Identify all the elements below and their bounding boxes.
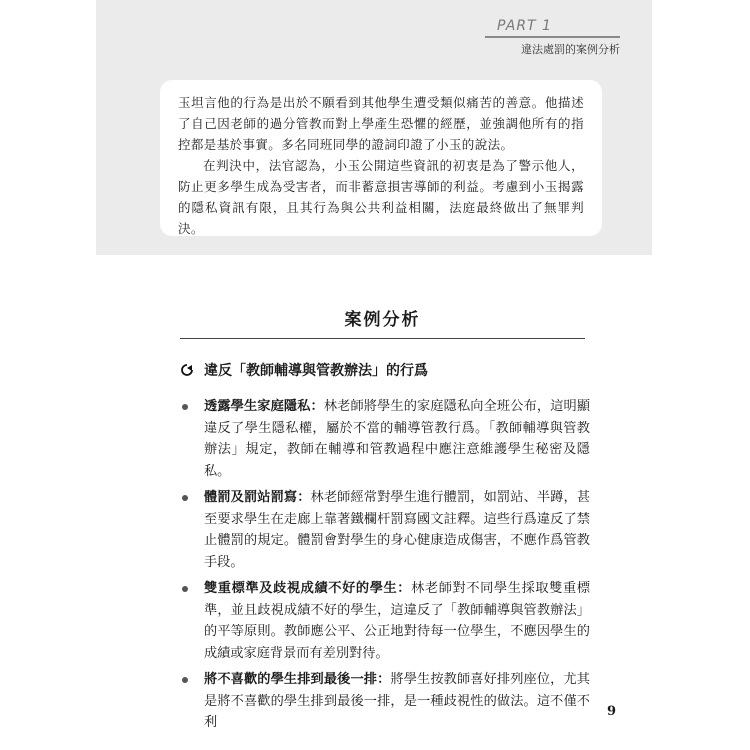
list-item-term: 將不喜歡的學生排到最後一排：: [204, 672, 391, 687]
part-divider: [485, 36, 620, 38]
subheading: [180, 360, 600, 380]
bullet-icon: [182, 404, 188, 410]
story-paragraph-2: 在判決中，法官認為，小玉公開這些資訊的初衷是為了警示他人，防止更多學生成為受害者，而非蓄意損害導師的利益。考慮到小玉揭露的隱私資訊有限，且其行為與公共利益相關，法庭最終做出了無罪判決。: [178, 158, 584, 236]
page-number: 9: [607, 704, 617, 719]
list-item: [180, 396, 590, 482]
section-header: [180, 305, 585, 339]
story-box: [160, 80, 602, 236]
list-item-term: 透露學生家庭隱私：: [204, 399, 324, 414]
section-divider: [180, 338, 585, 339]
list-item: [180, 669, 590, 734]
list-item-text: 林老師對不同學生採取雙重標準，並且歧視成績不好的學生，這違反了「教師輔導與管教辦法」的平等原則。教師應公平、公正地對待每一位學生，不應因學生的成績或家庭背景而有差別對待。: [204, 581, 591, 661]
subheading-text: 違反「教師輔導與管教辦法」的行爲: [204, 363, 428, 379]
part-label: PART 1: [497, 18, 552, 34]
part-header: [485, 18, 620, 57]
bullet-icon: [182, 586, 188, 592]
list-item-term: 雙重標準及歧視成績不好的學生：: [204, 581, 412, 596]
list-item: [180, 578, 590, 664]
bullet-icon: [182, 677, 188, 683]
section-title: 案例分析: [344, 310, 421, 330]
curved-arrow-icon: [180, 363, 194, 377]
part-subtitle: 違法處罰的案例分析: [521, 43, 620, 56]
list-item: [180, 487, 590, 573]
list-item-term: 體罰及罰站罰寫：: [204, 490, 311, 505]
bullet-icon: [182, 495, 188, 501]
list-item-text: 將學生按教師喜好排列座位，尤其是將不喜歡的學生排到最後一排，是一種歧視性的做法。這不僅不利: [204, 672, 590, 730]
story-paragraph-1: 玉坦言他的行為是出於不願看到其他學生遭受類似痛苦的善意。他描述了自己因老師的過分管教而對上學產生恐懼的經歷，並強調他所有的指控都是基於事實。多名同班同學的證詞印證了小玉的說法。: [178, 95, 584, 152]
analysis-list: [180, 396, 590, 739]
list-item-text: 林老師將學生的家庭隱私向全班公布，這明顯違反了學生隱私權，屬於不當的輔導管教行爲。「教師輔導與管教辦法」規定，教師在輔導和管教過程中應注意維護學生秘密及隱私。: [204, 399, 591, 479]
list-item-text: 林老師經常對學生進行體罰，如罰站、半蹲，甚至要求學生在走廊上靠著鐵欄杆罰寫國文註釋。這些行爲違反了禁止體罰的規定。體罰會對學生的身心健康造成傷害，不應作爲管教手段。: [204, 490, 591, 570]
